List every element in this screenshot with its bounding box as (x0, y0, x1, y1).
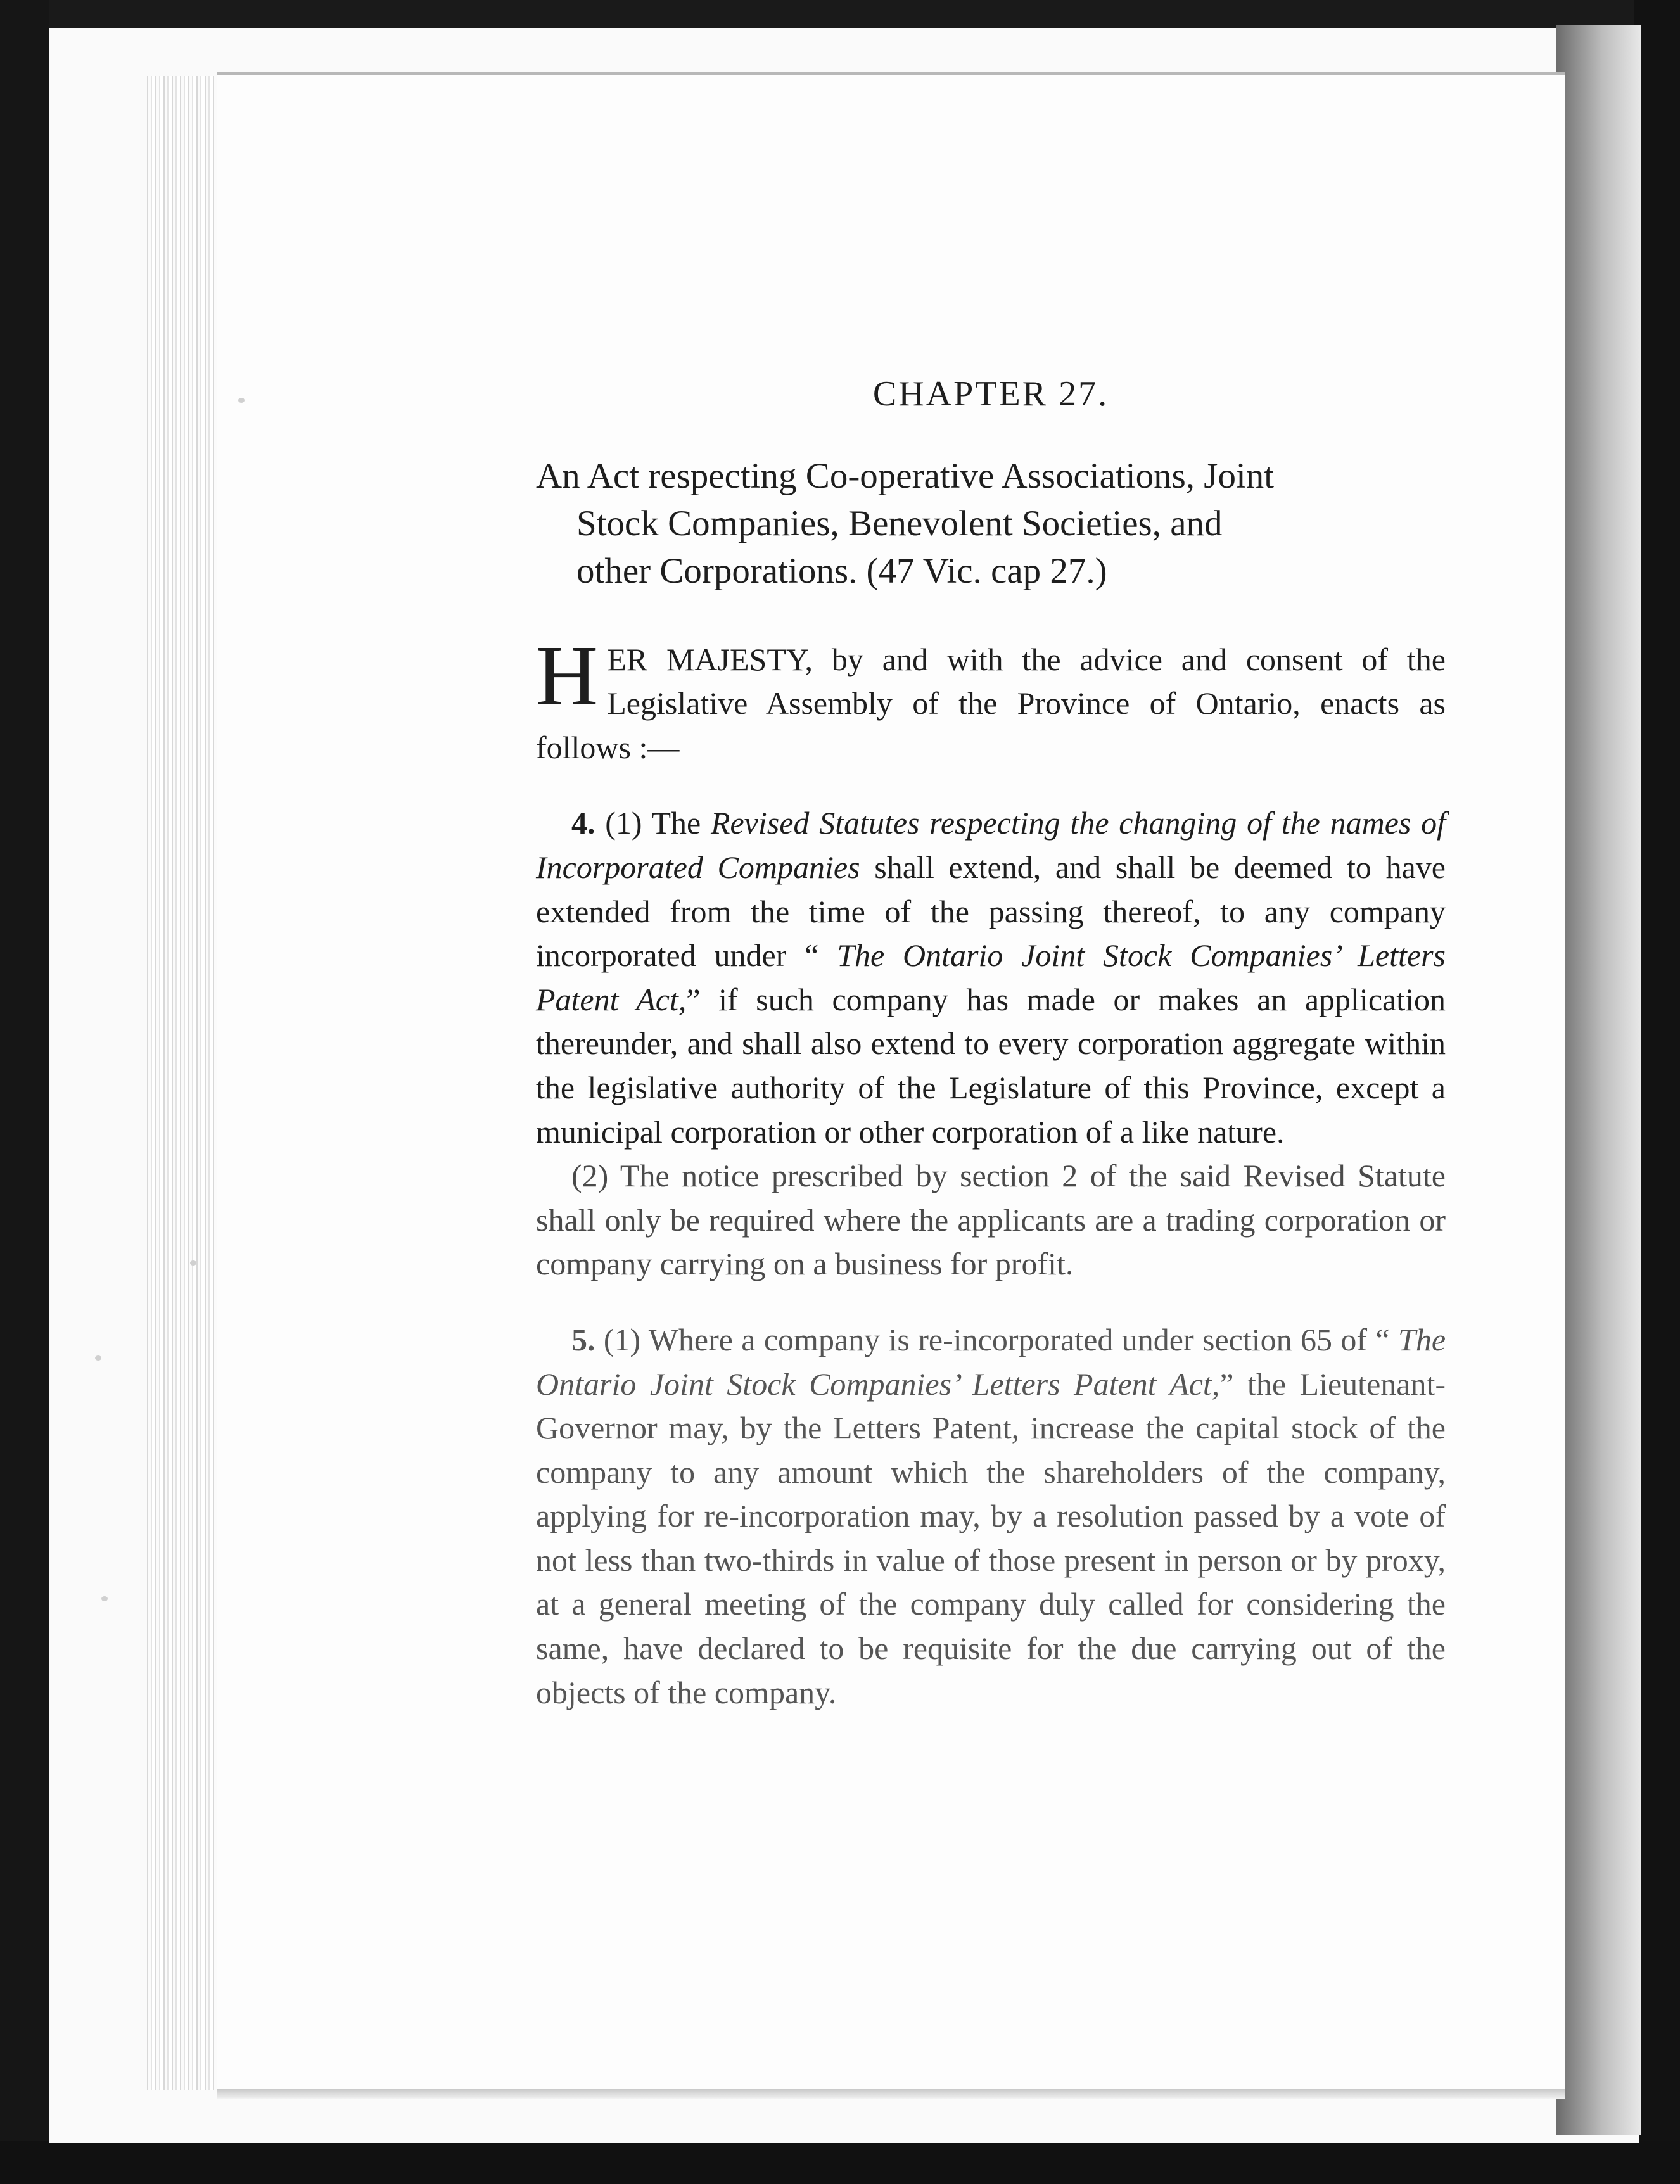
scan-speck (95, 1355, 101, 1361)
section-4-subsection-2 (536, 1154, 1446, 1286)
statute-citation: Revised Statutes respecting the changing of the names of Incorporated Companies (536, 805, 1446, 885)
act-title-line: An Act respecting Co-operative Associations, Joint (536, 455, 1275, 496)
page-bottom-shadow (217, 2089, 1565, 2099)
statute-citation: The Ontario Joint Stock Companies’ Letters Patent Act, (536, 1321, 1446, 1402)
act-title-line: Stock Companies, Benevolent Societies, and (576, 503, 1223, 543)
drop-cap: H (536, 628, 599, 723)
page-edge-stack (147, 76, 220, 2090)
subsection-label: (1) (603, 1321, 641, 1357)
section-text: The notice prescribed by section 2 of the said Revised Statute shall only be required where the applicants are a trading corporation or company carrying on a business for profit. (536, 1158, 1446, 1282)
scan-speck (101, 1596, 108, 1601)
section-text: The (651, 805, 711, 841)
section-text: ” the Lieutenant-Governor may, by the Letters Patent, increase the capital stock of the company to any amount which the shareholders of the company, applying for re-incorporation may, by a resolution passed by a vote of not less than two-thirds in value of those present in person or by proxy, at a general meeting of the company duly called for considering the same, have declared to be requisite for the due carrying out of the objects of the company. (536, 1366, 1446, 1710)
act-title-line: other Corporations. (47 Vic. cap 27.) (576, 550, 1107, 591)
act-title (536, 452, 1446, 595)
enacting-clause-text: ER MAJESTY, by and with the advice and consent of the Legislative Assembly of the Province of Ontario, enacts as follows :— (536, 641, 1446, 765)
enacting-clause (536, 628, 1446, 770)
section-text: shall extend, and shall be deemed to have extended from the time of the passing thereof, to any company incorporated under “ (536, 849, 1446, 974)
subsection-label: (1) (605, 805, 642, 841)
scan-border-top (0, 0, 1680, 32)
subsection-label: (2) (571, 1158, 609, 1194)
scan-border-left (0, 0, 49, 2184)
section-text: Where a company is re-incorporated under section 65 of “ (648, 1321, 1399, 1357)
page-text (536, 372, 1446, 1715)
scan-speck (190, 1260, 196, 1266)
scan-speck (238, 398, 245, 403)
section-4-subsection-1 (536, 801, 1446, 1154)
section-number: 4. (571, 805, 595, 841)
statute-citation: The Ontario Joint Stock Companies’ Letters Patent Act, (536, 937, 1446, 1017)
section-5-subsection-1 (536, 1318, 1446, 1715)
scan-border-right (1634, 0, 1680, 2184)
section-text: ” if such company has made or makes an application thereunder, and shall also extend to every corporation aggregate within the legislative authority of the Legislature of this Province, except a municipal corporation or other corporation of a like nature. (536, 981, 1446, 1150)
book-spine-shadow (1556, 25, 1641, 2135)
section-number: 5. (571, 1321, 595, 1357)
scan-border-bottom (0, 2141, 1680, 2184)
chapter-heading: CHAPTER 27. (872, 374, 1109, 414)
